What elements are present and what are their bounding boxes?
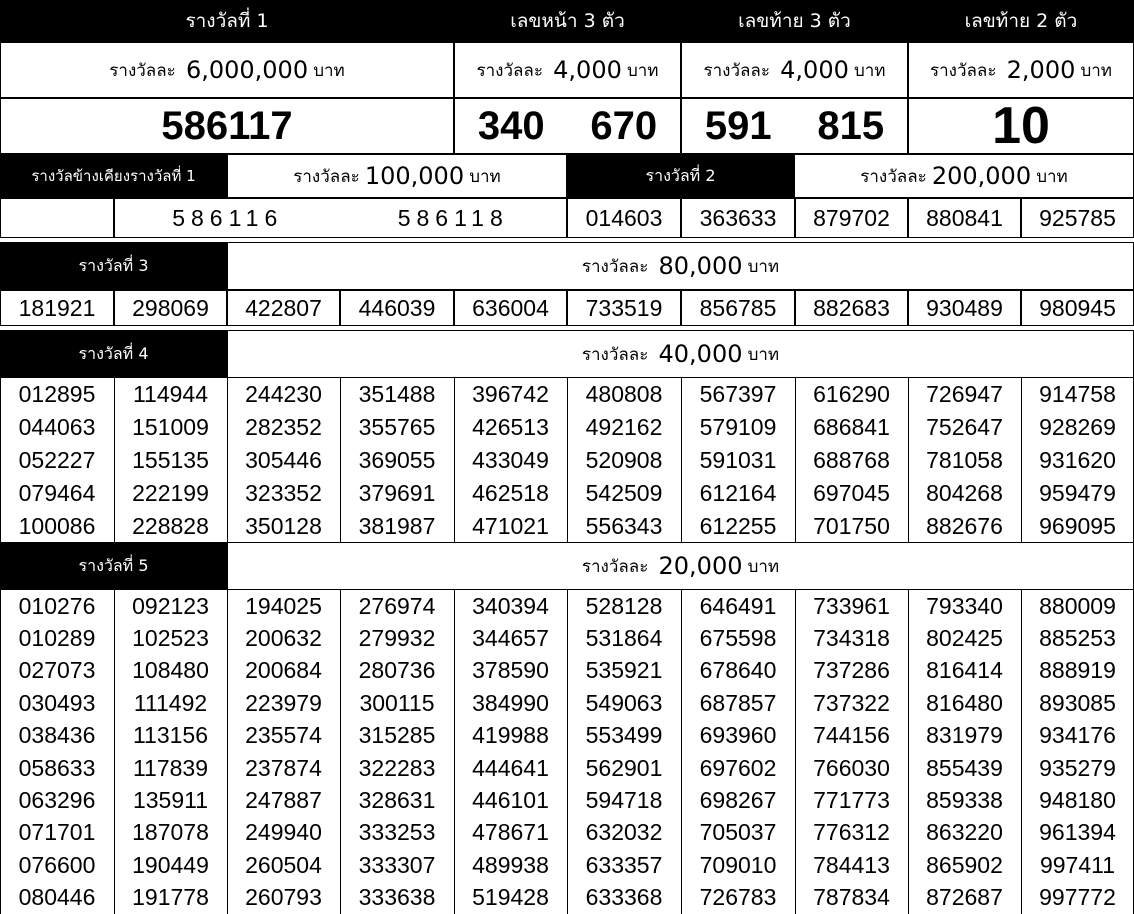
- prize4-number: 781058: [926, 447, 1003, 473]
- column-divider: [681, 378, 682, 543]
- prize5-number: 076600: [18, 851, 96, 878]
- prize4-number: 052227: [18, 447, 96, 473]
- column-divider: [340, 590, 341, 914]
- prize5-number: 553499: [585, 722, 663, 749]
- prize5-number: 260793: [245, 884, 322, 911]
- prize4-number: 612255: [699, 513, 777, 539]
- prize4-number: 959479: [1039, 480, 1116, 506]
- amount-value: 6,000,000: [185, 56, 309, 84]
- prize4-number: 012895: [18, 381, 96, 407]
- prize5-number: 633368: [585, 884, 663, 911]
- prize5-number: 733961: [813, 592, 890, 619]
- prize2-header: รางวัลที่ 2: [567, 154, 794, 198]
- prize5-number: 340394: [472, 592, 549, 619]
- column-divider: [567, 378, 568, 543]
- prize5-number: 961394: [1039, 819, 1116, 846]
- prize5-number: 528128: [585, 592, 663, 619]
- prize4-number: 114944: [132, 381, 209, 407]
- column-divider: [681, 590, 682, 914]
- prize5-number: 322283: [358, 754, 436, 781]
- amount-label: รางวัลละ: [581, 256, 649, 277]
- prize2-number: 925785: [1021, 198, 1134, 238]
- prize4-number: 151009: [132, 414, 209, 440]
- amount-unit: บาท: [747, 344, 780, 365]
- back2-amount: [908, 42, 1134, 98]
- amount-unit: บาท: [747, 256, 780, 277]
- prize4-number: 914758: [1039, 381, 1116, 407]
- prize5-number: 279932: [358, 625, 436, 652]
- prize3-number: 446039: [340, 290, 454, 326]
- prize2-number: 879702: [795, 198, 908, 238]
- prize4-number: 305446: [245, 447, 322, 473]
- prize4-amount: [227, 330, 1134, 378]
- prize5-number: 934176: [1039, 722, 1116, 749]
- prize5-number: 446101: [472, 787, 549, 814]
- prize4-number: 542509: [585, 480, 663, 506]
- prize3-number: 181921: [0, 290, 114, 326]
- column-divider: [227, 378, 228, 543]
- column-divider: [795, 378, 796, 543]
- prize4-number: 355765: [358, 414, 436, 440]
- back3-number: 591: [704, 103, 772, 148]
- prize5-number: 771773: [813, 787, 890, 814]
- back2-header: เลขท้าย 2 ตัว: [908, 0, 1134, 42]
- amount-unit: บาท: [1080, 60, 1113, 81]
- prize4-number: 752647: [926, 414, 1003, 440]
- amount-label: รางวัลละ: [293, 166, 360, 187]
- front3-number: 670: [590, 103, 658, 148]
- prize4-number: 931620: [1039, 447, 1116, 473]
- amount-label: รางวัลละ: [581, 344, 649, 365]
- prize4-number: 244230: [245, 381, 322, 407]
- prize1-header: รางวัลที่ 1: [0, 0, 454, 42]
- prize5-number: 235574: [245, 722, 322, 749]
- prize5-number: 378590: [472, 657, 549, 684]
- prize5-number: 276974: [358, 592, 436, 619]
- prize5-number: 260504: [245, 851, 322, 878]
- prize5-number: 880009: [1039, 592, 1116, 619]
- amount-value: 2,000: [1006, 56, 1076, 84]
- column-divider: [0, 378, 1, 543]
- prize5-number: 531864: [585, 625, 663, 652]
- prize5-number: 793340: [926, 592, 1003, 619]
- prize5-number: 092123: [132, 592, 209, 619]
- prize4-number: 100086: [18, 513, 96, 539]
- amount-value: 4,000: [780, 56, 849, 84]
- prize5-number: 705037: [699, 819, 777, 846]
- prize5-number: 247887: [245, 787, 322, 814]
- amount-unit: บาท: [469, 166, 501, 187]
- near1-number: 586118: [397, 204, 509, 231]
- column-divider: [1021, 590, 1022, 914]
- prize5-number: 111492: [133, 689, 208, 716]
- column-divider: [454, 378, 455, 543]
- prize5-number: 071701: [18, 819, 96, 846]
- prize5-number: 200684: [245, 657, 322, 684]
- prize4-number: 462518: [472, 480, 549, 506]
- prize5-number: 766030: [813, 754, 890, 781]
- prize3-number: 882683: [795, 290, 908, 326]
- prize5-number: 831979: [926, 722, 1003, 749]
- prize4-number: 697045: [813, 480, 890, 506]
- prize4-number: 492162: [585, 414, 663, 440]
- prize5-number: 863220: [926, 819, 1003, 846]
- prize4-number: 350128: [245, 513, 322, 539]
- prize5-number: 444641: [472, 754, 549, 781]
- prize3-number: 636004: [454, 290, 567, 326]
- prize4-number: 282352: [245, 414, 322, 440]
- prize5-number: 058633: [18, 754, 96, 781]
- prize4-number: 044063: [18, 414, 96, 440]
- prize2-number: 363633: [681, 198, 795, 238]
- prize5-number: 237874: [245, 754, 322, 781]
- prize5-number: 734318: [813, 625, 890, 652]
- prize5-number: 010276: [18, 592, 96, 619]
- prize4-number: 369055: [358, 447, 436, 473]
- prize5-number: 678640: [699, 657, 777, 684]
- prize3-number: 930489: [908, 290, 1021, 326]
- prize5-number: 997772: [1039, 884, 1116, 911]
- prize5-number: 190449: [132, 851, 209, 878]
- prize4-number: 379691: [358, 480, 436, 506]
- prize5-number: 784413: [813, 851, 890, 878]
- prize5-number: 709010: [699, 851, 777, 878]
- back3-header: เลขท้าย 3 ตัว: [681, 0, 908, 42]
- prize5-number: 315285: [358, 722, 436, 749]
- amount-unit: บาท: [747, 556, 780, 577]
- prize5-number: 865902: [926, 851, 1003, 878]
- prize4-number: 471021: [472, 513, 549, 539]
- column-divider: [340, 378, 341, 543]
- column-divider: [795, 590, 796, 914]
- prize4-number: 351488: [358, 381, 436, 407]
- column-divider: [227, 590, 228, 914]
- amount-value: 4,000: [553, 56, 622, 84]
- prize5-number: 333307: [358, 851, 436, 878]
- prize5-number: 816480: [926, 689, 1003, 716]
- prize1-number: 586117: [0, 98, 454, 154]
- prize3-amount: [227, 242, 1134, 290]
- prize4-number: 969095: [1039, 513, 1116, 539]
- prize5-number: 249940: [245, 819, 322, 846]
- prize5-number: 633357: [585, 851, 663, 878]
- prize4-number: 396742: [472, 381, 549, 407]
- near1-numbers: [114, 198, 567, 238]
- back3-numbers: [681, 98, 908, 154]
- prize5-number: 384990: [472, 689, 549, 716]
- prize4-number: 686841: [813, 414, 890, 440]
- prize5-number: 816414: [926, 657, 1003, 684]
- prize4-number: 726947: [926, 381, 1003, 407]
- prize5-number: 855439: [926, 754, 1003, 781]
- prize4-number: 433049: [472, 447, 549, 473]
- prize5-number: 737286: [813, 657, 890, 684]
- prize5-number: 802425: [926, 625, 1003, 652]
- prize5-number: 698267: [699, 787, 777, 814]
- prize4-number: 520908: [585, 447, 663, 473]
- prize5-number: 687857: [699, 689, 777, 716]
- prize4-number: 556343: [585, 513, 663, 539]
- prize3-number: 980945: [1021, 290, 1134, 326]
- prize4-number: 222199: [132, 480, 209, 506]
- prize2-number: 880841: [908, 198, 1021, 238]
- prize5-number: 872687: [926, 884, 1003, 911]
- prize3-number: 422807: [227, 290, 340, 326]
- prize4-number: 591031: [699, 447, 777, 473]
- prize4-number: 882676: [926, 513, 1003, 539]
- column-divider: [454, 590, 455, 914]
- prize5-number: 646491: [699, 592, 777, 619]
- prize5-number: 675598: [699, 625, 777, 652]
- prize2-number: 014603: [567, 198, 681, 238]
- amount-unit: บาท: [313, 60, 345, 81]
- prize4-number: 381987: [358, 513, 436, 539]
- back3-number: 815: [817, 103, 885, 148]
- amount-value: 200,000: [931, 162, 1032, 190]
- prize5-number: 535921: [585, 657, 663, 684]
- near1-blank-cell: [0, 198, 114, 238]
- prize5-number: 113156: [132, 722, 209, 749]
- prize5-number: 594718: [585, 787, 663, 814]
- amount-label: รางวัลละ: [109, 60, 176, 81]
- prize5-number: 478671: [472, 819, 549, 846]
- prize5-number: 697602: [699, 754, 777, 781]
- amount-unit: บาท: [626, 60, 659, 81]
- near1-number: 586116: [172, 204, 284, 231]
- prize5-number: 419988: [472, 722, 549, 749]
- prize5-number: 038436: [18, 722, 96, 749]
- prize4-number: 579109: [699, 414, 777, 440]
- prize5-number: 300115: [359, 689, 435, 716]
- prize5-number: 693960: [699, 722, 777, 749]
- prize5-number: 117839: [132, 754, 209, 781]
- column-divider: [114, 590, 115, 914]
- prize5-number: 102523: [132, 625, 209, 652]
- prize5-number: 194025: [245, 592, 322, 619]
- amount-value: 20,000: [658, 552, 743, 580]
- prize4-number: 616290: [813, 381, 890, 407]
- prize5-number: 030493: [18, 689, 96, 716]
- prize5-number: 885253: [1039, 625, 1116, 652]
- prize5-number: 333253: [358, 819, 436, 846]
- column-divider: [908, 590, 909, 914]
- amount-label: รางวัลละ: [703, 60, 770, 81]
- amount-unit: บาท: [1036, 166, 1068, 187]
- prize5-number: 632032: [585, 819, 663, 846]
- prize4-number: 567397: [699, 381, 777, 407]
- prize4-number: 480808: [585, 381, 663, 407]
- prize5-number: 027073: [18, 657, 96, 684]
- front3-header: เลขหน้า 3 ตัว: [454, 0, 681, 42]
- prize5-number: 737322: [813, 689, 890, 716]
- amount-label: รางวัลละ: [581, 556, 649, 577]
- prize5-number: 191778: [132, 884, 209, 911]
- prize5-number: 200632: [245, 625, 322, 652]
- prize4-number: 928269: [1039, 414, 1116, 440]
- prize4-number: 323352: [245, 480, 322, 506]
- prize5-number: 893085: [1039, 689, 1116, 716]
- prize5-number: 063296: [18, 787, 96, 814]
- prize4-number: 688768: [813, 447, 890, 473]
- prize5-number: 562901: [585, 754, 663, 781]
- front3-amount: [454, 42, 681, 98]
- prize4-number: 426513: [472, 414, 549, 440]
- prize4-header: รางวัลที่ 4: [0, 330, 227, 378]
- prize4-number: 228828: [132, 513, 209, 539]
- front3-number: 340: [477, 103, 545, 148]
- prize5-number: 859338: [926, 787, 1003, 814]
- amount-label: รางวัลละ: [476, 60, 543, 81]
- prize4-number: 701750: [813, 513, 890, 539]
- prize5-number: 519428: [472, 884, 549, 911]
- column-divider: [0, 590, 1, 914]
- column-divider: [908, 378, 909, 543]
- prize5-number: 997411: [1039, 851, 1116, 878]
- prize3-number: 733519: [567, 290, 681, 326]
- prize5-number: 328631: [358, 787, 436, 814]
- prize4-number: 079464: [18, 480, 96, 506]
- prize5-number: 187078: [132, 819, 209, 846]
- amount-value: 100,000: [364, 162, 465, 190]
- amount-unit: บาท: [853, 60, 886, 81]
- prize5-number: 010289: [18, 625, 96, 652]
- prize5-amount: [227, 542, 1134, 590]
- prize5-number: 489938: [472, 851, 549, 878]
- prize5-number: 787834: [813, 884, 890, 911]
- near1-amount: [227, 154, 567, 198]
- prize5-number: 948180: [1039, 787, 1116, 814]
- prize2-amount: [794, 154, 1134, 198]
- amount-label: รางวัลละ: [929, 60, 997, 81]
- prize4-number: 612164: [699, 480, 777, 506]
- front3-numbers: [454, 98, 681, 154]
- back3-amount: [681, 42, 908, 98]
- prize3-header: รางวัลที่ 3: [0, 242, 227, 290]
- prize1-amount: [0, 42, 454, 98]
- prize3-number: 298069: [114, 290, 227, 326]
- column-divider: [567, 590, 568, 914]
- prize5-header: รางวัลที่ 5: [0, 542, 227, 590]
- prize5-number: 776312: [813, 819, 890, 846]
- column-divider: [1021, 378, 1022, 543]
- prize5-number: 726783: [699, 884, 777, 911]
- prize5-number: 108480: [132, 657, 209, 684]
- prize5-number: 344657: [472, 625, 549, 652]
- prize4-number: 804268: [926, 480, 1003, 506]
- prize4-number: 155135: [132, 447, 209, 473]
- prize5-number: 549063: [585, 689, 663, 716]
- back2-number: 10: [908, 98, 1134, 154]
- column-divider: [114, 378, 115, 543]
- prize5-number: 935279: [1039, 754, 1116, 781]
- prize5-number: 280736: [358, 657, 436, 684]
- amount-value: 80,000: [658, 252, 743, 280]
- prize5-number: 333638: [358, 884, 436, 911]
- amount-label: รางวัลละ: [860, 166, 927, 187]
- prize5-number: 744156: [813, 722, 890, 749]
- prize3-number: 856785: [681, 290, 795, 326]
- amount-value: 40,000: [658, 340, 743, 368]
- prize5-number: 223979: [245, 689, 322, 716]
- prize5-number: 135911: [132, 787, 209, 814]
- prize5-number: 888919: [1039, 657, 1116, 684]
- prize5-number: 080446: [18, 884, 96, 911]
- near1-header: รางวัลข้างเคียงรางวัลที่ 1: [0, 154, 227, 198]
